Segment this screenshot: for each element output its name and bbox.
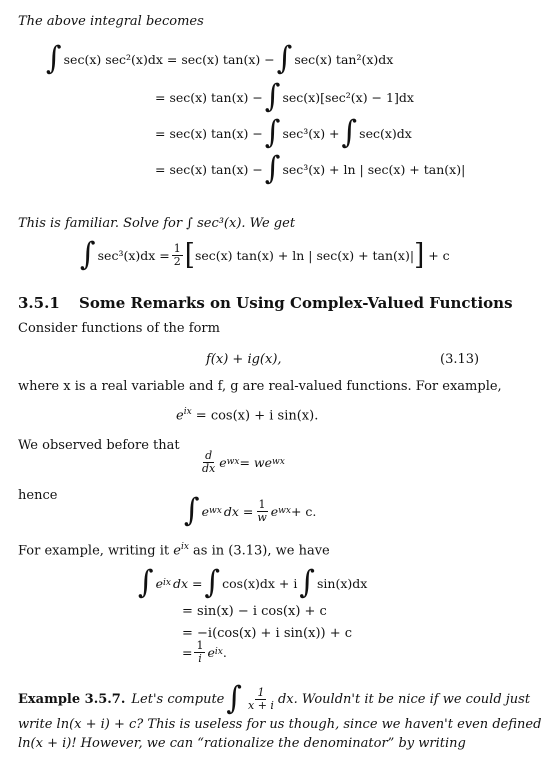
integral-sign: ∫ xyxy=(138,564,154,601)
example-357-line2: write ln(x + i) + c? This is useless for us though, since we haven't even defined xyxy=(18,717,541,732)
where-text: where x is a real variable and f, g are real-valued functions. For example, xyxy=(18,379,502,394)
example-357-line1: Example 3.5.7. Let's compute ∫ $\frac{1}{x + i}$ dx. Wouldn't it be nice if we could just xyxy=(18,680,531,717)
integral-sign: ∫ xyxy=(226,680,243,717)
eq1-line1 xyxy=(44,40,394,77)
example-writing-text: For example, writing it $e^{ix}$ as in (3.13), we have xyxy=(18,542,330,559)
section-number: 3.5.1 xyxy=(18,294,60,312)
integral-sign: ∫ xyxy=(341,114,358,151)
integral-sign: ∫ xyxy=(264,114,281,151)
observed-text: We observed before that xyxy=(18,438,180,453)
familiar-text: This is familiar. Solve for ∫ sec³(x). We get xyxy=(18,216,296,231)
example-label: Example 3.5.7. xyxy=(18,691,126,707)
eq3-line1: ∫ e ix dx = ∫ cos(x)dx + i ∫ sin(x)dx xyxy=(138,564,368,601)
integral-sign: ∫ xyxy=(80,236,96,273)
section-title: Some Remarks on Using Complex-Valued Functions xyxy=(79,294,513,312)
hence-text: hence xyxy=(18,488,58,503)
integral-sign: ∫ xyxy=(299,564,316,601)
eq1-r3b: sec(x)dx xyxy=(359,125,412,141)
integral-sign: ∫ xyxy=(184,492,200,529)
eq2-tail: + c xyxy=(428,247,450,263)
eq1-l3: = sec(x) tan(x) − xyxy=(155,125,263,141)
eq1-l2: = sec(x) tan(x) − xyxy=(155,89,263,105)
eq313-expr: f(x) + ig(x), xyxy=(206,352,282,367)
eq1-line4 xyxy=(155,150,466,187)
integral-sign: ∫ xyxy=(276,40,293,77)
euler-formula: $e^{ix} = \cos(x) + i$ sin(x). xyxy=(176,407,319,424)
eq313-number: (3.13) xyxy=(440,352,480,367)
eq1-r2: sec(x)[sec²(x) − 1]dx xyxy=(282,89,414,105)
eq3-line3: = −i(cos(x) + i sin(x)) + c xyxy=(182,626,353,641)
eq3-line4: = $\frac{1}{i}$ e ix . xyxy=(182,639,227,665)
integral-sign: ∫ xyxy=(46,40,62,77)
integral-sign: ∫ xyxy=(204,564,221,601)
eq2-body: sec(x) tan(x) + ln | sec(x) + tan(x)| xyxy=(194,247,415,263)
eq1-r1: sec(x) tan²(x)dx xyxy=(294,51,394,67)
integral-sign: ∫ xyxy=(264,78,281,115)
eq1-r4: sec³(x) + ln | sec(x) + tan(x)| xyxy=(282,161,466,177)
eq2-lhs: sec³(x)dx = xyxy=(97,247,170,263)
integral-ewx: ∫ e wx dx = $\frac{1}{w}$ e wx + c. xyxy=(184,492,317,529)
eq2-sec-cubed: ∫ sec³(x)dx = $\frac{1}{2}$ [ sec(x) tan(x) + ln | sec(x) + tan(x)| ] + c xyxy=(80,236,450,273)
eq1-line3 xyxy=(155,114,412,151)
intro-text: The above integral becomes xyxy=(18,14,204,29)
section-heading xyxy=(18,294,513,312)
fraction-half: $\frac{1}{2}$ xyxy=(173,241,181,268)
integral-sign: ∫ xyxy=(264,150,281,187)
consider-text: Consider functions of the form xyxy=(18,321,220,336)
eq3-line2: = sin(x) − i cos(x) + c xyxy=(182,604,327,619)
eq1-line2 xyxy=(155,78,414,115)
derivative-eq: $\frac{d}{dx}$ e wx = we wx xyxy=(202,449,285,475)
eq1-r3a: sec³(x) + xyxy=(282,125,340,141)
eq1-lhs: sec(x) sec²(x)dx = sec(x) tan(x) − xyxy=(63,51,275,67)
example-357-line3: ln(x + i)! However, we can “rationalize the denominator” by writing xyxy=(18,736,466,751)
eq1-l4: = sec(x) tan(x) − xyxy=(155,161,263,177)
